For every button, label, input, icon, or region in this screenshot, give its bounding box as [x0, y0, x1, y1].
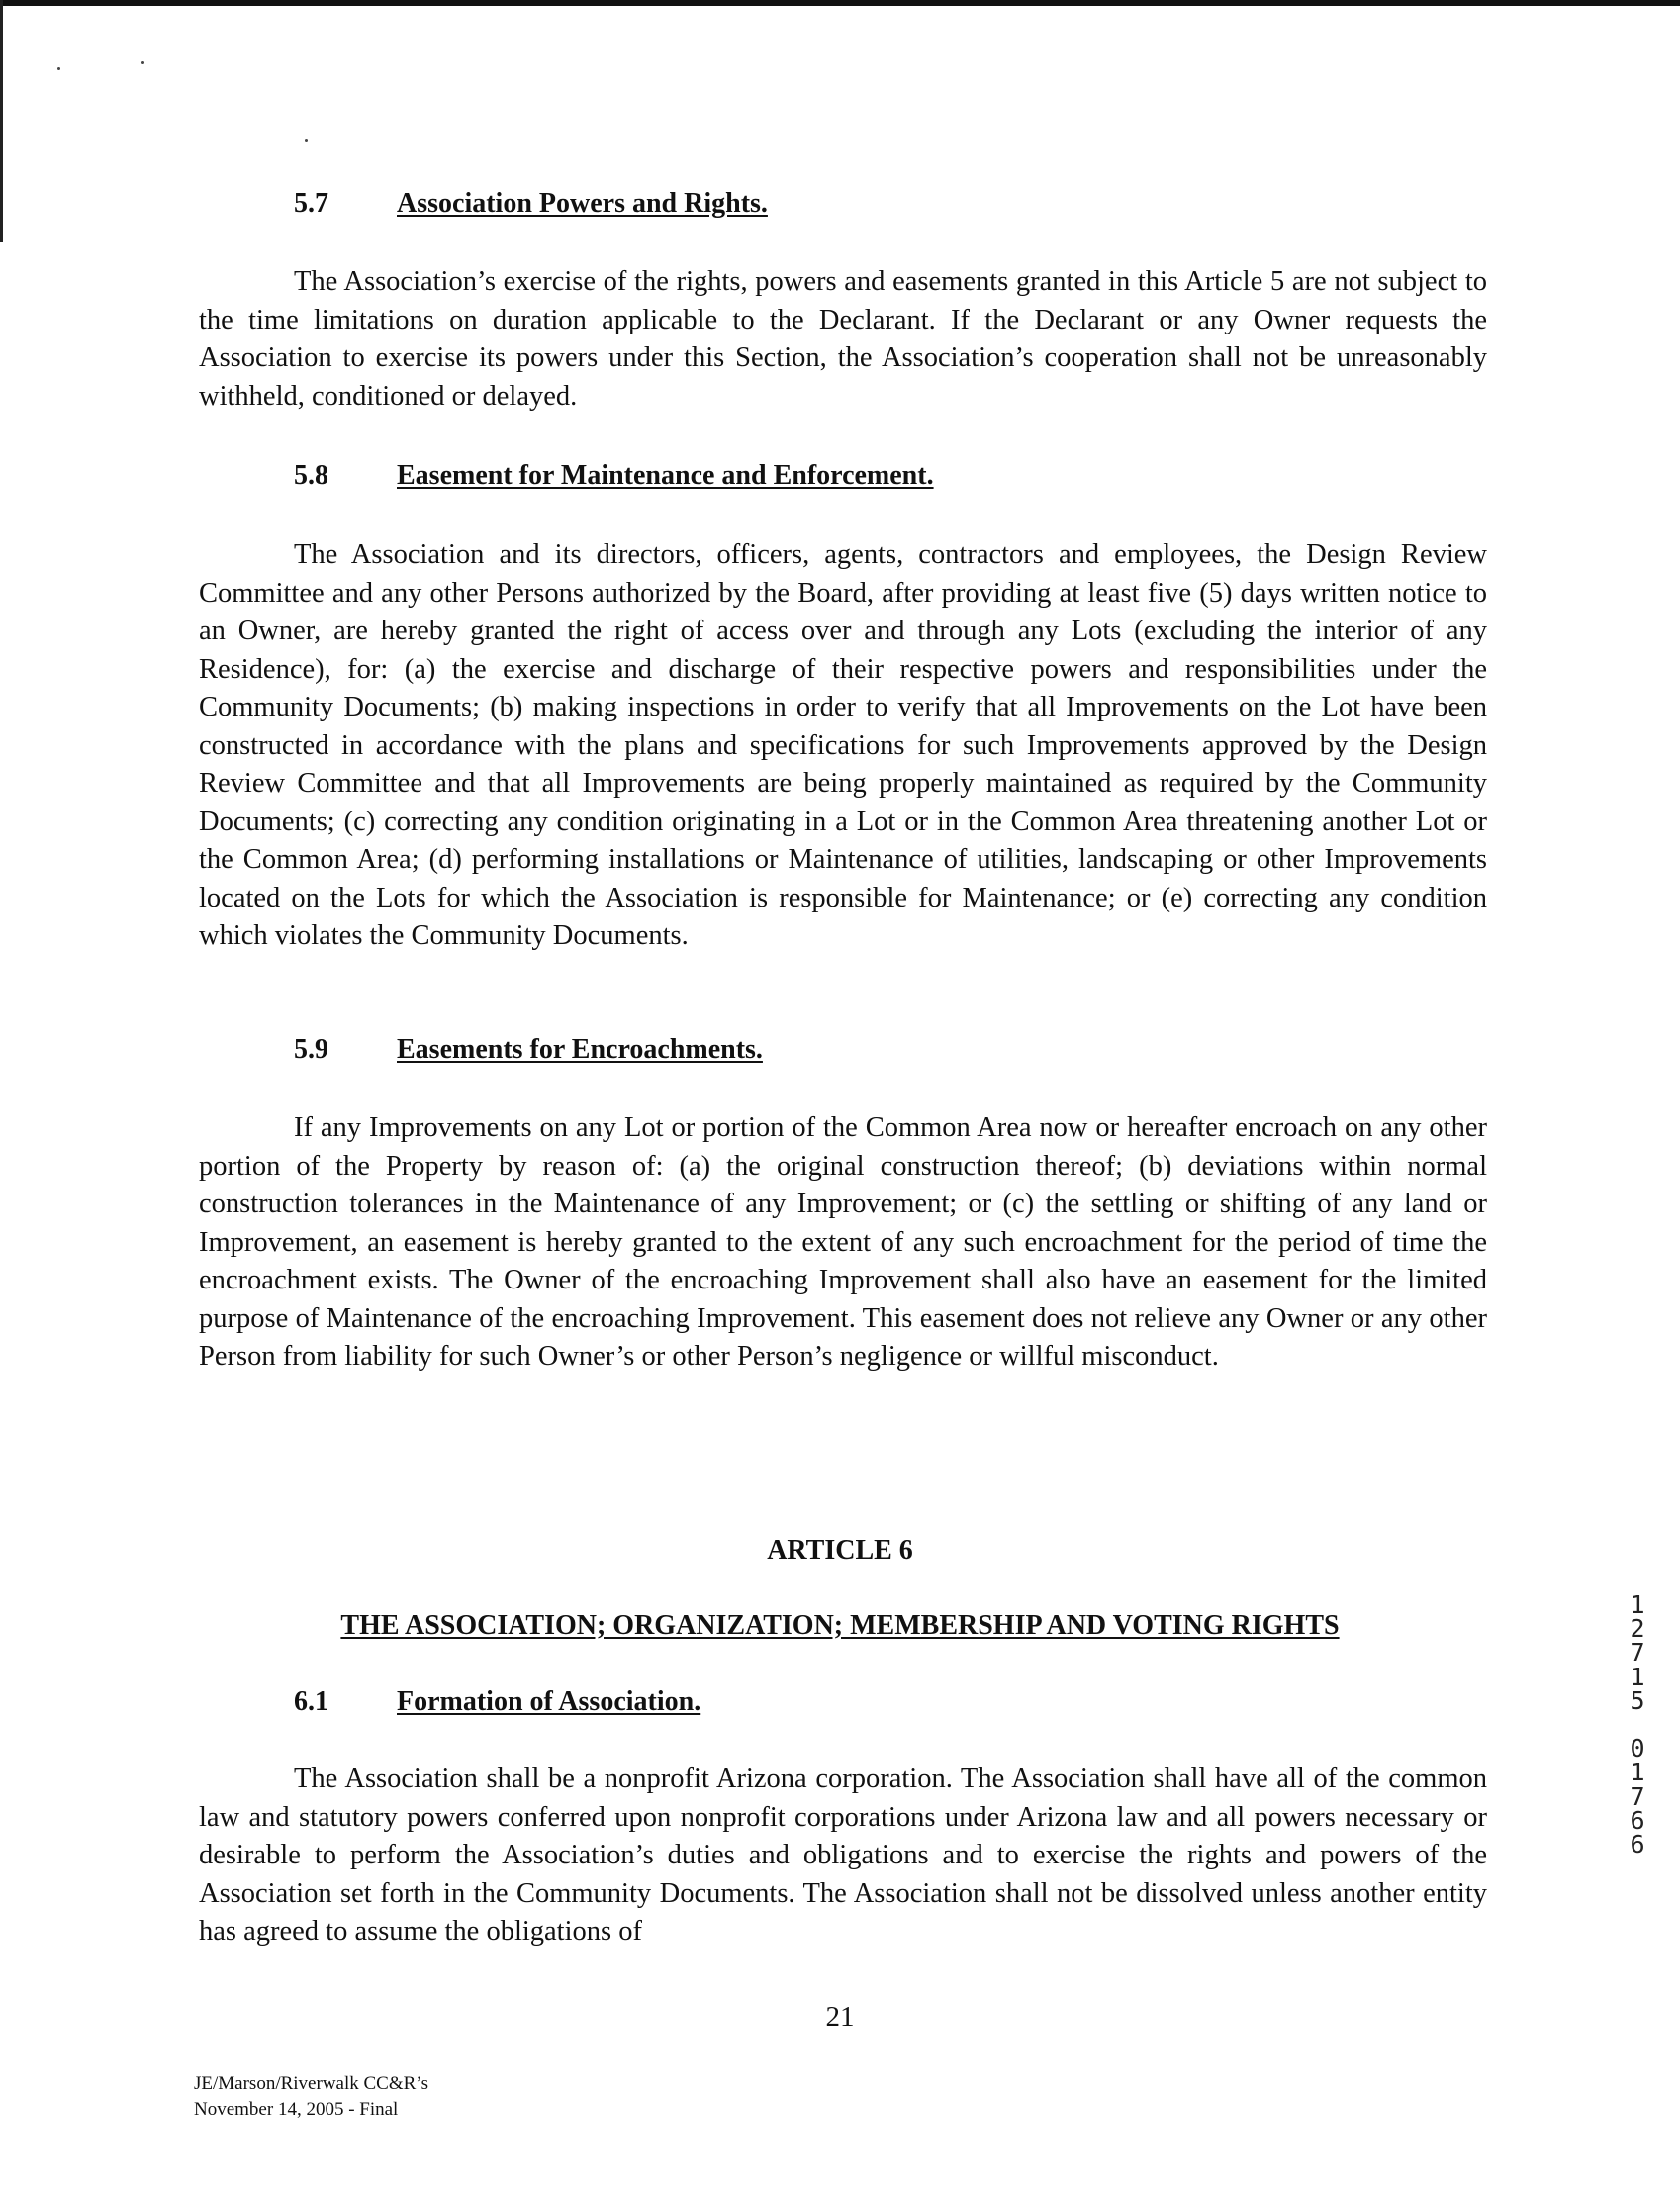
section-heading-6-1 [294, 1686, 700, 1718]
article-subtitle: THE ASSOCIATION; ORGANIZATION; MEMBERSHIP AND VOTING RIGHTS [340, 1610, 1340, 1641]
footer-line-2: November 14, 2005 - Final [194, 2099, 399, 2120]
page-left-edge [0, 0, 3, 242]
section-title: Easements for Encroachments. [397, 1034, 763, 1065]
section-body-6-1: The Association shall be a nonprofit Arizona corporation. The Association shall have all of the common law and statutory powers conferred upon nonprofit corporations under Arizona law and all powers necessary or desirable to perform the Association’s duties and obligations and to exercise the rights and powers of the Association set forth in the Community Documents. The Association shall not be dissolved unless another entity has agreed to assume the obligations of [199, 1764, 1487, 1947]
page-number: 21 [825, 2001, 855, 2033]
scan-speck [57, 67, 60, 70]
recording-digit: 0 [1630, 1734, 1645, 1764]
page-top-edge [0, 0, 1680, 6]
scan-speck [305, 139, 308, 142]
section-body-5-8: The Association and its directors, officers, agents, contractors and employees, the Design Review Committee and any other Persons authorized by the Board, after providing at least five (5) days written notice to an Owner, are hereby granted the right of access over and through any Lots (excluding the interior of any Residence), for: (a) the exercise and discharge of their respective powers and responsibilities under the Community Documents; (b) making inspections in order to verify that all Improvements on the Lot have been constructed in accordance with the plans and specifications for such Improvements approved by the Design Review Committee and that all Improvements are being properly maintained as required by the Community Documents; (c) correcting any condition originating in a Lot or in the Common Area threatening another Lot or the Common Area; (d) performing installations or Maintenance of utilities, landscaping or other Improvements located on the Lots for which the Association is responsible for Maintenance; or (e) correcting any condition which violates the Community Documents. [199, 539, 1487, 951]
section-heading-5-9 [294, 1034, 763, 1066]
recording-digit: 1 [1630, 1662, 1645, 1691]
recording-digit: 1 [1630, 1758, 1645, 1787]
section-number: 5.9 [294, 1034, 328, 1065]
recording-digit: 1 [1630, 1590, 1645, 1619]
recording-digit: 6 [1630, 1830, 1645, 1860]
footer [194, 2071, 428, 2123]
section-number: 6.1 [294, 1686, 328, 1717]
article-title [0, 1610, 1680, 1642]
section-body-5-7: The Association’s exercise of the rights, powers and easements granted in this Article 5 are not subject to the time limitations on duration applicable to the Declarant. If the Declarant or any Owner requests the Association to exercise its powers under this Section, the Association’s cooperation shall not be unreasonably withheld, conditioned or delayed. [199, 266, 1487, 412]
section-heading-5-7 [294, 188, 768, 220]
footer-line-1: JE/Marson/Riverwalk CC&R’s [194, 2073, 428, 2094]
article-label: ARTICLE 6 [767, 1535, 913, 1566]
section-body-5-9: If any Improvements on any Lot or portion of the Common Area now or hereafter encroach on any other portion of the Property by reason of: (a) the original construction thereof; (b) deviations within normal construction tolerances in the Maintenance of any Improvement; or (c) the settling or shifting of any land or Improvement, an easement is hereby granted to the extent of any such encroachment for the period of time the encroachment exists. The Owner of the encroaching Improvement shall also have an easement for the limited purpose of Maintenance of the encroaching Improvement. This easement does not relieve any Owner or any other Person from liability for such Owner’s or other Person’s negligence or willful misconduct. [199, 1112, 1487, 1372]
recording-digit: 5 [1630, 1685, 1645, 1715]
section-title: Formation of Association. [397, 1686, 701, 1717]
section-heading-5-8 [294, 460, 934, 492]
scan-speck [141, 61, 144, 64]
recording-digit: 2 [1630, 1614, 1645, 1644]
recording-digit: 6 [1630, 1805, 1645, 1835]
section-title: Easement for Maintenance and Enforcement. [397, 460, 934, 491]
section-number: 5.7 [294, 188, 328, 219]
recording-digit: 7 [1630, 1781, 1645, 1811]
section-title: Association Powers and Rights. [397, 188, 768, 219]
recording-digit: 7 [1630, 1638, 1645, 1668]
section-number: 5.8 [294, 460, 328, 491]
recording-number [1623, 1590, 1652, 1860]
